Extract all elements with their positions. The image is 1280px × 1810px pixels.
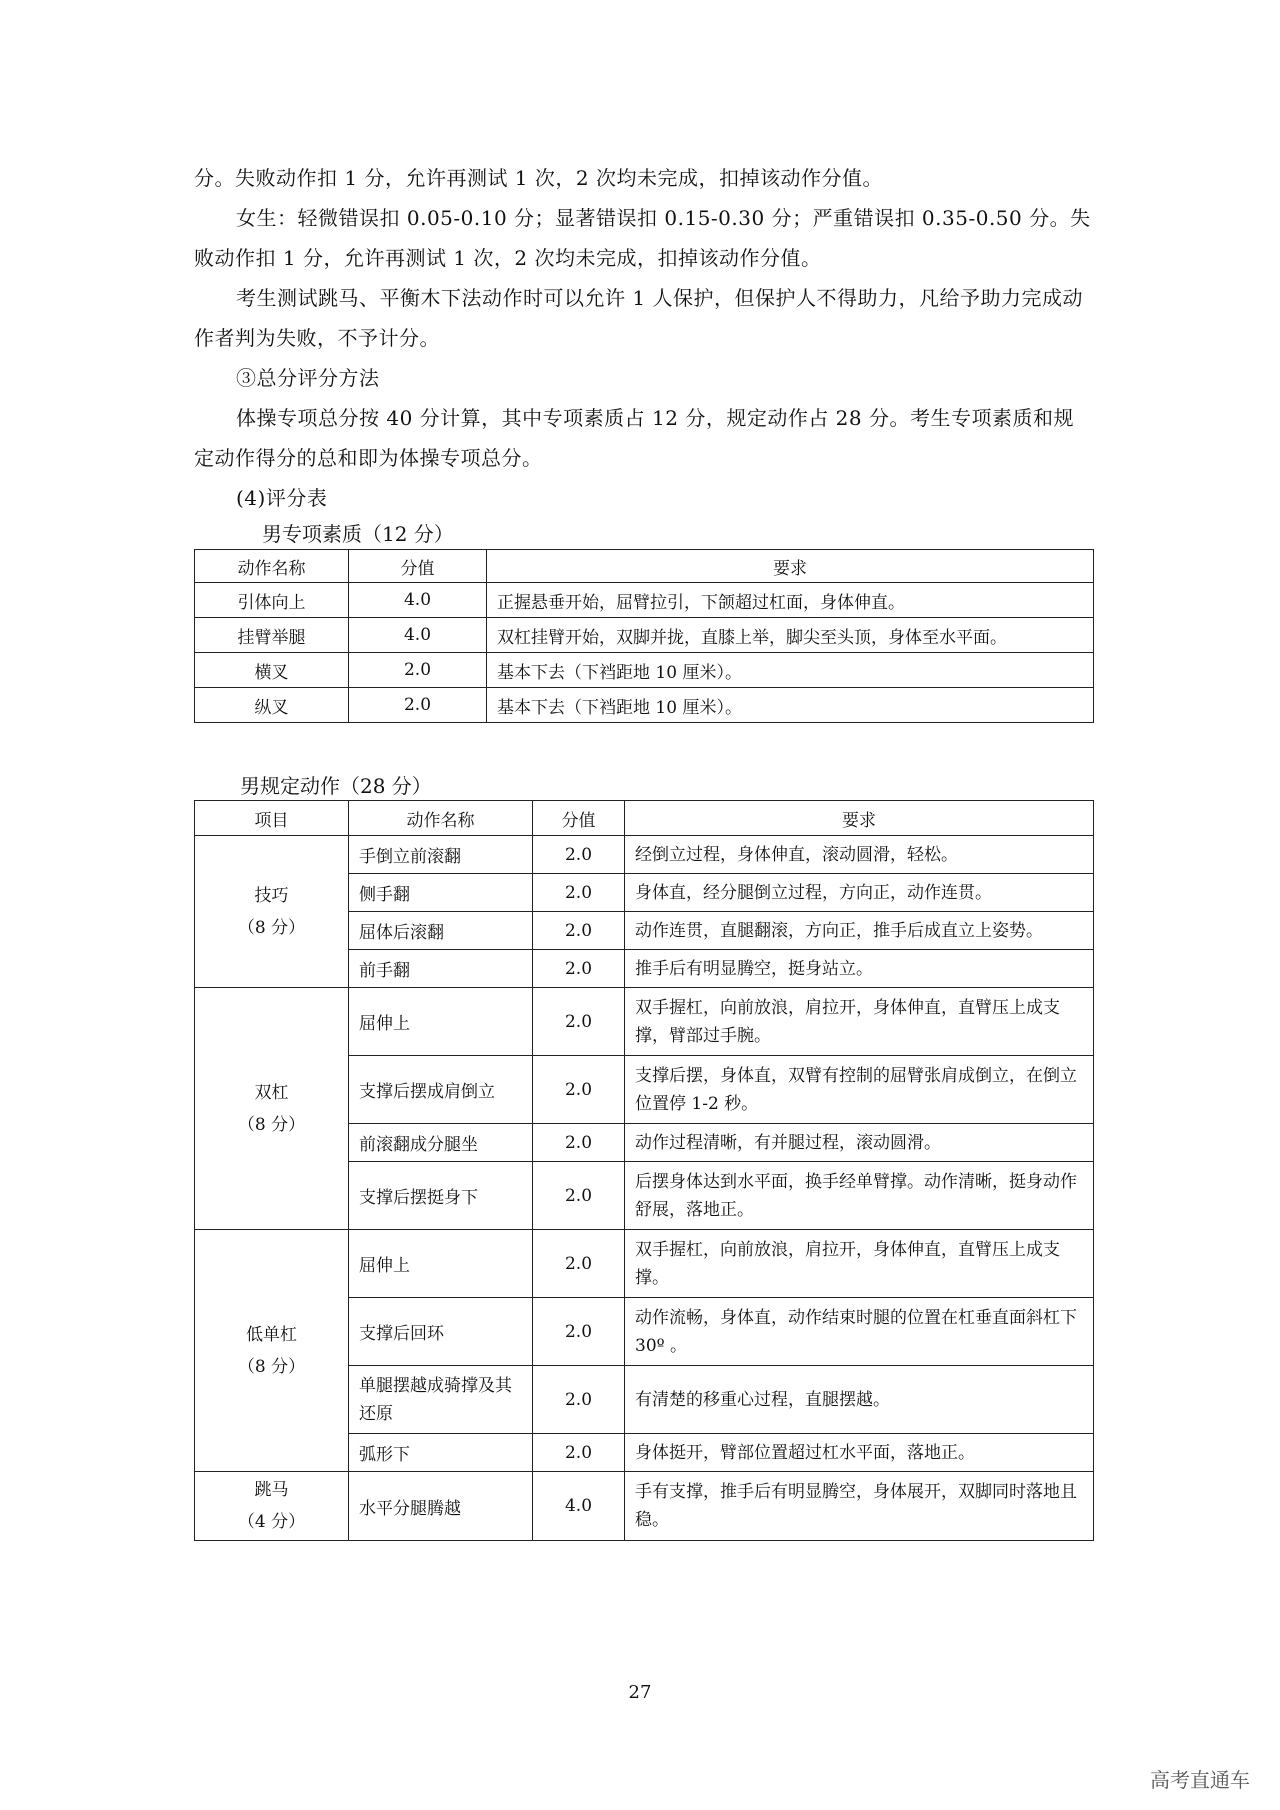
table1-cell-points: 4.0 [349, 618, 487, 653]
move-points: 4.0 [533, 1472, 625, 1541]
move-name: 屈体后滚翻 [349, 912, 533, 950]
group-name: 低单杠 [246, 1324, 297, 1345]
table1-cell-name: 横叉 [195, 653, 349, 688]
table1-header-name: 动作名称 [195, 550, 349, 583]
table-row [195, 988, 1094, 1056]
table-row [195, 1472, 1094, 1541]
group-cell-low-bar [195, 1230, 349, 1472]
table2-caption: 男规定动作（28 分） [240, 774, 432, 798]
table1-header-row [195, 550, 1094, 583]
group-points: （8 分） [237, 1356, 306, 1377]
table2-header-requirement: 要求 [625, 801, 1094, 836]
move-requirement: 动作流畅，身体直，动作结束时腿的位置在杠垂直面斜杠下 30º 。 [625, 1298, 1094, 1366]
table2-header-points: 分值 [533, 801, 625, 836]
move-points: 2.0 [533, 1230, 625, 1298]
paragraph-male-deduction-end: 分。失败动作扣 1 分，允许再测试 1 次，2 次均未完成，扣掉该动作分值。 [194, 166, 883, 190]
paragraph-female-deduction: 女生：轻微错误扣 0.05-0.10 分；显著错误扣 0.15-0.30 分；严重错误扣 0.35-0.50 分。失败动作扣 1 分，允许再测试 1 次，2 次均未完成，扣掉该动作分值。 [194, 206, 1091, 270]
section-heading-score-table: (4)评分表 [236, 486, 328, 510]
table1-header-points: 分值 [349, 550, 487, 583]
group-cell-acrobatics [195, 836, 349, 988]
table-row [195, 836, 1094, 874]
table1-header-requirement: 要求 [487, 550, 1094, 583]
move-requirement: 推手后有明显腾空，挺身站立。 [625, 950, 1094, 988]
watermark-text: 高考直通车 [1150, 1768, 1250, 1792]
move-name: 屈伸上 [349, 988, 533, 1056]
move-points: 2.0 [533, 1162, 625, 1230]
group-name: 技巧 [254, 885, 289, 906]
page-number: 27 [628, 1682, 652, 1703]
group-points: （4 分） [237, 1512, 306, 1532]
move-name: 支撑后回环 [349, 1298, 533, 1366]
move-name: 水平分腿腾越 [349, 1472, 533, 1541]
move-points: 2.0 [533, 950, 625, 988]
move-points: 2.0 [533, 988, 625, 1056]
move-requirement: 双手握杠，向前放浪，肩拉开，身体伸直，直臂压上成支撑。 [625, 1230, 1094, 1298]
group-cell-parallel-bars [195, 988, 349, 1230]
table2-header-name: 动作名称 [349, 801, 533, 836]
move-requirement: 身体挺开，臂部位置超过杠水平面，落地正。 [625, 1434, 1094, 1472]
paragraph-total-score: 体操专项总分按 40 分计算，其中专项素质占 12 分，规定动作占 28 分。考生专项素质和规定动作得分的总和即为体操专项总分。 [194, 406, 1074, 470]
table-male-special-quality [194, 549, 1094, 723]
section-heading-total-score: ③总分评分方法 [236, 366, 380, 390]
move-name: 侧手翻 [349, 874, 533, 912]
table1-cell-points: 4.0 [349, 583, 487, 618]
move-requirement: 支撑后摆，身体直，双臂有控制的屈臂张肩成倒立，在倒立位置停 1-2 秒。 [625, 1056, 1094, 1124]
table1-cell-points: 2.0 [349, 688, 487, 723]
table1-cell-requirement: 双杠挂臂开始，双脚并拢，直膝上举，脚尖至头顶，身体至水平面。 [487, 618, 1094, 653]
group-cell-vault [195, 1472, 349, 1541]
move-name: 单腿摆越成骑撑及其还原 [349, 1366, 533, 1434]
table1-cell-name: 挂臂举腿 [195, 618, 349, 653]
table1-cell-requirement: 基本下去（下裆距地 10 厘米）。 [487, 688, 1094, 723]
move-requirement: 后摆身体达到水平面，换手经单臂撑。动作清晰，挺身动作舒展，落地正。 [625, 1162, 1094, 1230]
table2-header-row [195, 801, 1094, 836]
table-male-required-moves [194, 800, 1094, 1541]
move-points: 2.0 [533, 836, 625, 874]
group-points: （8 分） [237, 1114, 306, 1135]
move-name: 前滚翻成分腿坐 [349, 1124, 533, 1162]
move-name: 支撑后摆挺身下 [349, 1162, 533, 1230]
table1-caption: 男专项素质（12 分） [262, 522, 454, 546]
move-points: 2.0 [533, 1298, 625, 1366]
table1-cell-name: 引体向上 [195, 583, 349, 618]
move-requirement: 有清楚的移重心过程，直腿摆越。 [625, 1366, 1094, 1434]
table-row [195, 688, 1094, 723]
move-requirement: 双手握杠，向前放浪，肩拉开，身体伸直，直臂压上成支撑，臂部过手腕。 [625, 988, 1094, 1056]
move-points: 2.0 [533, 1434, 625, 1472]
move-requirement: 经倒立过程，身体伸直，滚动圆滑，轻松。 [625, 836, 1094, 874]
move-requirement: 手有支撑，推手后有明显腾空，身体展开，双脚同时落地且稳。 [625, 1472, 1094, 1541]
group-name: 双杠 [254, 1082, 289, 1103]
move-requirement: 动作连贯，直腿翻滚，方向正，推手后成直立上姿势。 [625, 912, 1094, 950]
move-name: 支撑后摆成肩倒立 [349, 1056, 533, 1124]
table-row [195, 1230, 1094, 1298]
move-name: 手倒立前滚翻 [349, 836, 533, 874]
move-points: 2.0 [533, 1366, 625, 1434]
table-row [195, 653, 1094, 688]
group-name: 跳马 [254, 1480, 289, 1500]
table1-cell-requirement: 基本下去（下裆距地 10 厘米）。 [487, 653, 1094, 688]
table1-cell-name: 纵叉 [195, 688, 349, 723]
move-points: 2.0 [533, 1056, 625, 1124]
table1-cell-requirement: 正握悬垂开始，屈臂拉引，下颌超过杠面，身体伸直。 [487, 583, 1094, 618]
table2-header-item: 项目 [195, 801, 349, 836]
move-name: 弧形下 [349, 1434, 533, 1472]
move-name: 屈伸上 [349, 1230, 533, 1298]
move-requirement: 动作过程清晰，有并腿过程，滚动圆滑。 [625, 1124, 1094, 1162]
move-requirement: 身体直，经分腿倒立过程，方向正，动作连贯。 [625, 874, 1094, 912]
table-row [195, 583, 1094, 618]
table1-cell-points: 2.0 [349, 653, 487, 688]
group-points: （8 分） [237, 917, 306, 938]
move-points: 2.0 [533, 874, 625, 912]
move-points: 2.0 [533, 1124, 625, 1162]
move-points: 2.0 [533, 912, 625, 950]
table-row [195, 618, 1094, 653]
paragraph-protection-rule: 考生测试跳马、平衡木下法动作时可以允许 1 人保护，但保护人不得助力，凡给予助力完成动作者判为失败，不予计分。 [194, 286, 1083, 350]
move-name: 前手翻 [349, 950, 533, 988]
